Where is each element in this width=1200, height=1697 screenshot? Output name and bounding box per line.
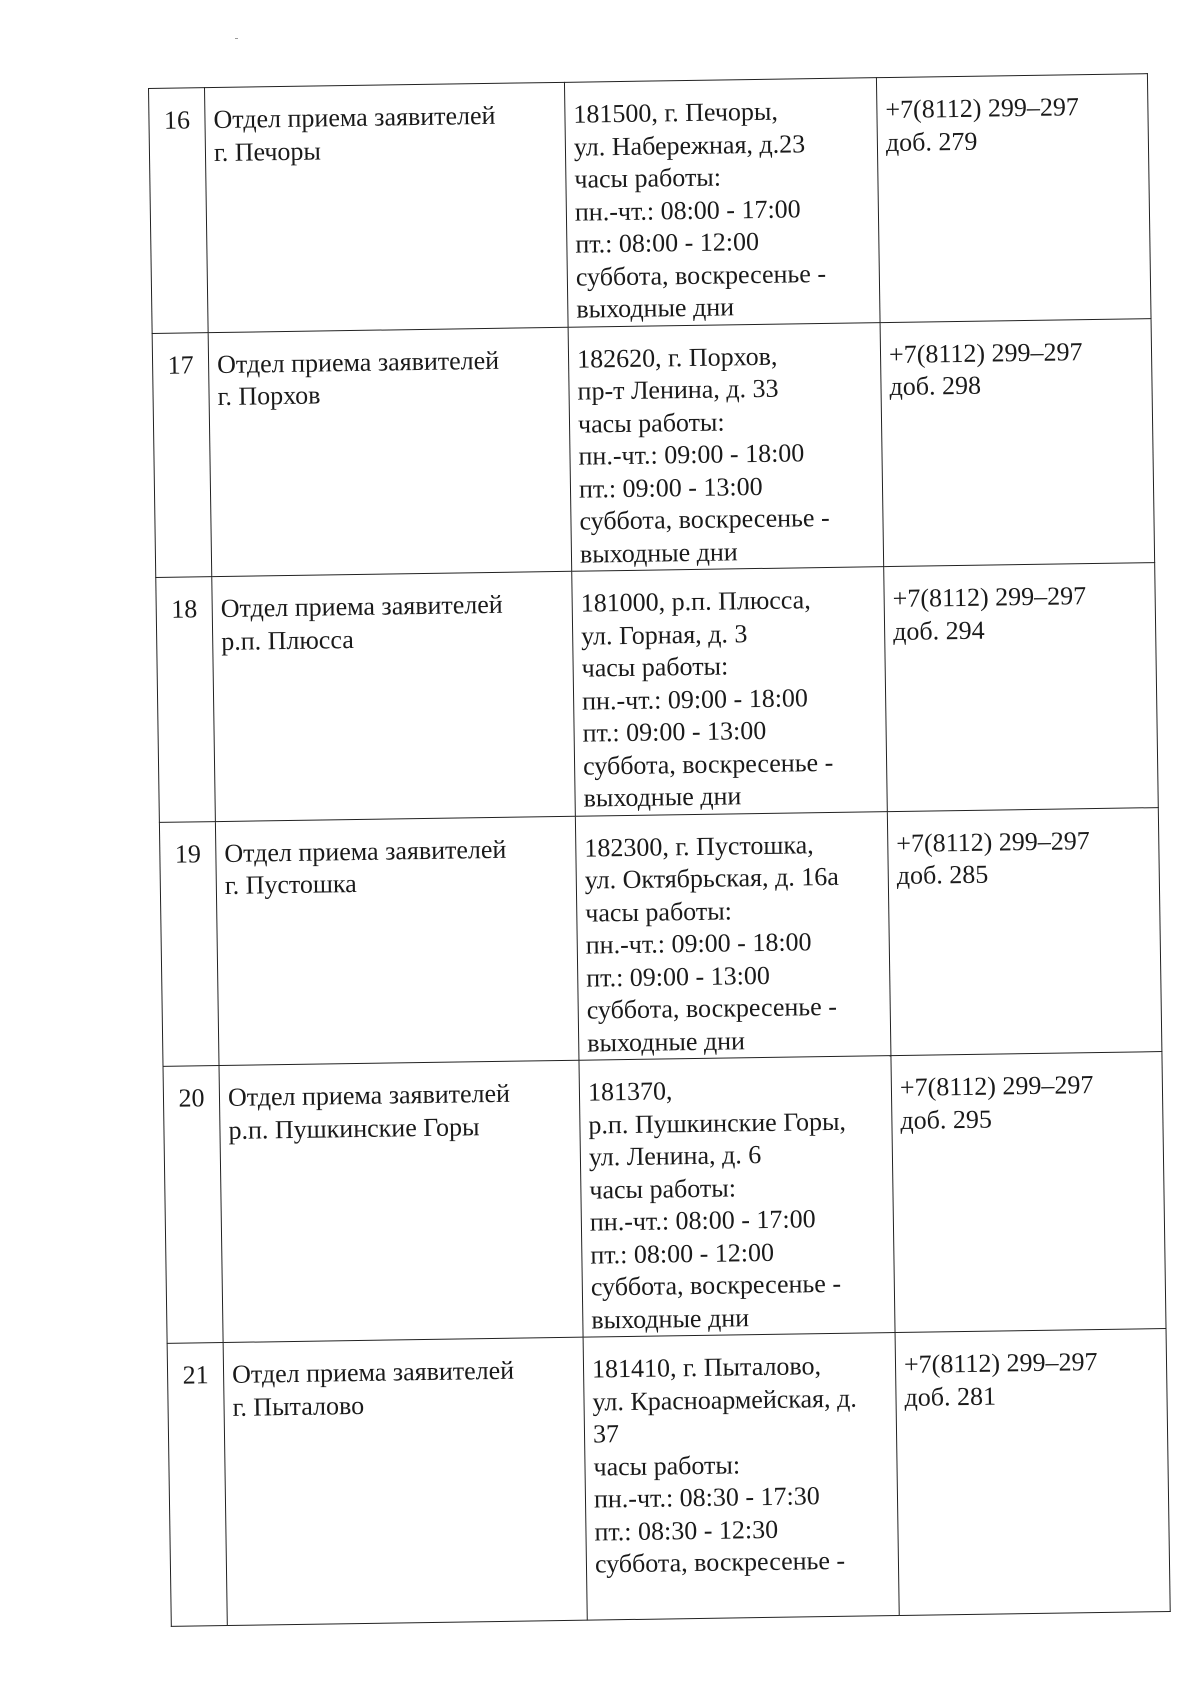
address-line: 182300, г. Пустошка, bbox=[584, 829, 814, 863]
address-line: пт.: 08:30 - 12:30 bbox=[594, 1514, 779, 1547]
office-address-cell bbox=[579, 1056, 895, 1338]
address-line: пн.-чт.: 08:30 - 17:30 bbox=[593, 1481, 820, 1514]
office-phone-cell bbox=[884, 563, 1159, 811]
address-line: выходные дни bbox=[591, 1302, 750, 1335]
address-line: суббота, воскресенье - bbox=[582, 747, 834, 781]
address-line: 37 bbox=[592, 1419, 620, 1449]
office-phone-cell bbox=[876, 74, 1151, 322]
office-name-line: г. Печоры bbox=[213, 135, 322, 167]
phone-number: +7(8112) 299–297 bbox=[896, 825, 1090, 858]
address-line: 182620, г. Порхов, bbox=[576, 341, 778, 374]
address-line: пт.: 09:00 - 13:00 bbox=[582, 715, 767, 748]
office-phone-cell bbox=[895, 1329, 1170, 1616]
address-line: ул. Ленина, д. 6 bbox=[588, 1140, 762, 1172]
row-number: 18 bbox=[156, 577, 216, 822]
address-line: ул. Набережная, д.23 bbox=[573, 128, 806, 162]
office-address-cell bbox=[575, 811, 891, 1060]
office-phone-cell bbox=[887, 807, 1162, 1055]
row-number: 19 bbox=[159, 821, 219, 1066]
address-line: пн.-чт.: 08:00 - 17:00 bbox=[589, 1204, 816, 1237]
office-name-cell bbox=[205, 82, 569, 332]
address-line: 181500, г. Печоры, bbox=[573, 96, 779, 129]
phone-number: +7(8112) 299–297 bbox=[888, 336, 1083, 369]
office-name-line: Отдел приема заявителей bbox=[231, 1355, 515, 1389]
office-name-line: Отдел приема заявителей bbox=[224, 834, 507, 868]
table-row bbox=[149, 74, 1152, 333]
office-name-line: р.п. Плюсса bbox=[220, 624, 354, 656]
office-phone-cell bbox=[891, 1052, 1166, 1333]
address-line: часы работы: bbox=[581, 651, 729, 683]
address-line: пн.-чт.: 09:00 - 18:00 bbox=[578, 438, 805, 471]
address-line: пр-т Ленина, д. 33 bbox=[577, 373, 779, 406]
address-line: суббота, воскресенье - bbox=[590, 1268, 842, 1302]
address-line: р.п. Пушкинские Горы, bbox=[588, 1106, 847, 1140]
table-row bbox=[167, 1329, 1170, 1627]
table-row bbox=[156, 563, 1159, 822]
address-line: суббота, воскресенье - bbox=[575, 258, 827, 292]
row-number: 20 bbox=[163, 1066, 223, 1344]
address-line: пт.: 09:00 - 13:00 bbox=[586, 960, 771, 993]
address-line: выходные дни bbox=[576, 292, 735, 324]
address-line: суббота, воскресенье - bbox=[586, 991, 838, 1025]
phone-extension: доб. 285 bbox=[896, 859, 989, 890]
phone-extension: доб. 298 bbox=[889, 370, 982, 402]
office-name-line: г. Пустошка bbox=[224, 868, 357, 900]
office-name-cell bbox=[215, 816, 579, 1066]
address-line: 181370, bbox=[587, 1076, 673, 1107]
office-phone-cell bbox=[880, 318, 1155, 566]
address-line: часы работы: bbox=[589, 1172, 737, 1205]
office-address-cell bbox=[568, 322, 884, 571]
address-line: пн.-чт.: 09:00 - 18:00 bbox=[581, 682, 809, 716]
phone-extension: доб. 295 bbox=[900, 1104, 993, 1135]
address-line: часы работы: bbox=[574, 162, 722, 194]
address-line: выходные дни bbox=[579, 536, 738, 569]
address-line: ул. Горная, д. 3 bbox=[580, 618, 748, 651]
office-name-line: Отдел приема заявителей bbox=[227, 1078, 511, 1112]
phone-extension: доб. 281 bbox=[904, 1381, 997, 1412]
phone-number: +7(8112) 299–297 bbox=[892, 581, 1087, 614]
table-row bbox=[152, 318, 1155, 577]
office-name-line: Отдел приема заявителей bbox=[220, 589, 503, 623]
phone-extension: доб. 294 bbox=[892, 615, 985, 646]
office-address-cell bbox=[572, 567, 888, 816]
address-line: часы работы: bbox=[585, 895, 733, 928]
row-number: 16 bbox=[149, 88, 209, 333]
offices-table bbox=[148, 73, 1171, 1627]
address-line: 181000, р.п. Плюсса, bbox=[580, 585, 811, 618]
table-row bbox=[163, 1052, 1166, 1344]
scan-speck bbox=[235, 38, 238, 39]
address-line: суббота, воскресенье - bbox=[594, 1545, 846, 1579]
office-name-cell bbox=[208, 327, 572, 577]
address-line: пт.: 09:00 - 13:00 bbox=[578, 471, 763, 504]
office-name-cell bbox=[219, 1060, 583, 1342]
address-line: пт.: 08:00 - 12:00 bbox=[590, 1237, 775, 1270]
office-name-line: г. Пыталово bbox=[232, 1390, 365, 1422]
address-line: ул. Красноармейская, д. bbox=[592, 1383, 857, 1417]
table-row bbox=[159, 807, 1162, 1066]
address-line: часы работы: bbox=[577, 406, 725, 439]
address-line: 181410, г. Пыталово, bbox=[591, 1351, 822, 1384]
office-address-cell bbox=[583, 1333, 899, 1621]
office-name-line: Отдел приема заявителей bbox=[216, 345, 500, 379]
address-line: пн.-чт.: 08:00 - 17:00 bbox=[574, 193, 801, 227]
office-name-cell bbox=[212, 571, 576, 821]
office-name-line: р.п. Пушкинские Горы bbox=[228, 1111, 480, 1145]
address-line: пн.-чт.: 09:00 - 18:00 bbox=[585, 927, 812, 960]
address-line: выходные дни bbox=[583, 781, 742, 813]
address-line: выходные дни bbox=[586, 1025, 746, 1058]
address-line: суббота, воскресенье - bbox=[579, 502, 830, 536]
phone-number: +7(8112) 299–297 bbox=[885, 92, 1080, 125]
address-line: часы работы: bbox=[593, 1449, 741, 1482]
phone-number: +7(8112) 299–297 bbox=[903, 1347, 1098, 1379]
office-address-cell bbox=[564, 78, 880, 327]
address-line: ул. Октябрьская, д. 16а bbox=[584, 861, 840, 895]
office-name-cell bbox=[223, 1337, 587, 1625]
row-number: 17 bbox=[152, 332, 212, 577]
phone-extension: доб. 279 bbox=[885, 126, 978, 157]
office-name-line: г. Порхов bbox=[217, 380, 321, 412]
row-number: 21 bbox=[167, 1343, 227, 1627]
office-name-line: Отдел приема заявителей bbox=[213, 100, 496, 135]
phone-number: +7(8112) 299–297 bbox=[899, 1070, 1094, 1102]
address-line: пт.: 08:00 - 12:00 bbox=[575, 226, 760, 259]
